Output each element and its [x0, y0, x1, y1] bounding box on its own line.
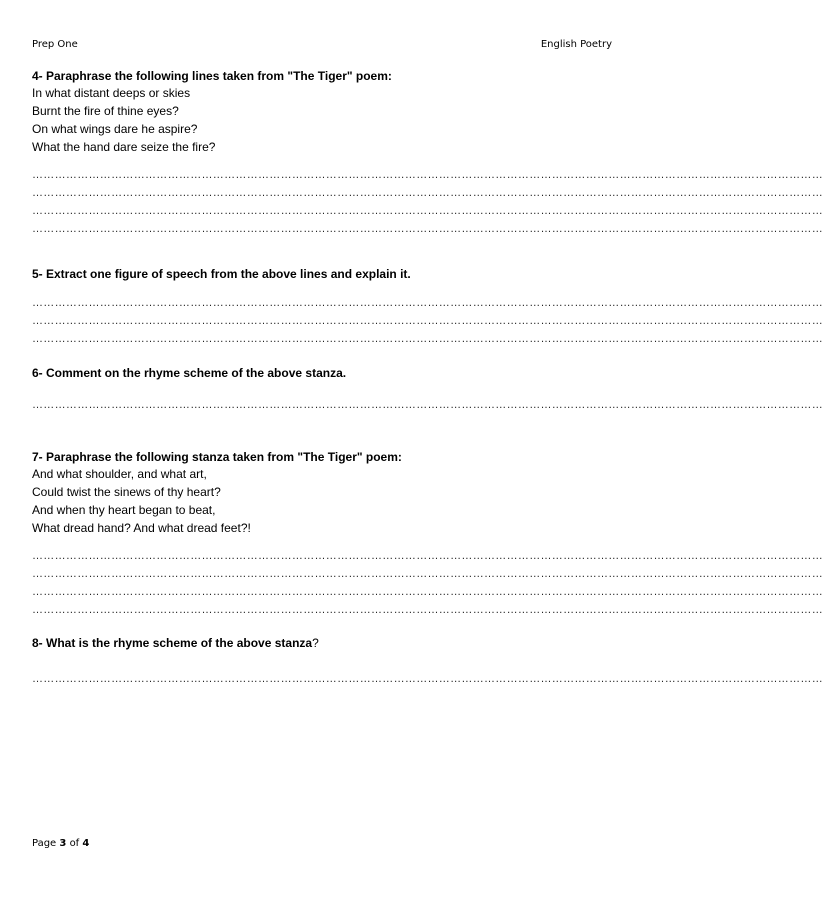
quote-line: In what distant deeps or skies: [32, 86, 191, 100]
quote-line: Burnt the fire of thine eyes?: [32, 104, 179, 118]
question-5-answer-lines[interactable]: [32, 294, 823, 348]
question-4-title: 4- Paraphrase the following lines taken from "The Tiger" poem:: [32, 69, 392, 83]
quote-line: On what wings dare he aspire?: [32, 122, 198, 136]
answer-line[interactable]: …………………………………………………………………………………………………………………………………………………………………………………………: [32, 169, 823, 181]
question-7-answer-lines[interactable]: [32, 547, 823, 619]
page-current: 3: [59, 838, 67, 849]
question-7-quote: [32, 465, 251, 537]
question-4-answer-lines[interactable]: [32, 166, 823, 238]
header-subject: English Poetry: [540, 39, 612, 50]
answer-line[interactable]: …………………………………………………………………………………………………………………………………………………………………………………………: [32, 550, 823, 562]
question-8-mark: ?: [312, 636, 319, 650]
answer-line[interactable]: …………………………………………………………………………………………………………………………………………………………………………………………: [32, 586, 823, 598]
question-8-text: 8- What is the rhyme scheme of the above stanza: [32, 636, 313, 650]
question-5-title: 5- Extract one figure of speech from the above lines and explain it.: [32, 267, 411, 281]
of-word: of: [69, 838, 80, 849]
page-word: Page: [32, 838, 57, 849]
question-4-quote: [32, 84, 215, 156]
answer-line[interactable]: …………………………………………………………………………………………………………………………………………………………………………………………: [32, 399, 823, 411]
answer-line[interactable]: …………………………………………………………………………………………………………………………………………………………………………………………: [32, 315, 823, 327]
answer-line[interactable]: …………………………………………………………………………………………………………………………………………………………………………………………: [32, 568, 823, 580]
quote-line: Could twist the sinews of thy heart?: [32, 485, 221, 499]
quote-line: And what shoulder, and what art,: [32, 467, 207, 481]
answer-line[interactable]: …………………………………………………………………………………………………………………………………………………………………………………………: [32, 223, 823, 235]
answer-line[interactable]: …………………………………………………………………………………………………………………………………………………………………………………………: [32, 297, 823, 309]
quote-line: What the hand dare seize the fire?: [32, 140, 216, 154]
question-8-answer-lines[interactable]: [32, 670, 823, 688]
quote-line: What dread hand? And what dread feet?!: [32, 521, 251, 535]
answer-line[interactable]: …………………………………………………………………………………………………………………………………………………………………………………………: [32, 673, 823, 685]
question-7-title: 7- Paraphrase the following stanza taken from "The Tiger" poem:: [32, 450, 402, 464]
page-total: 4: [82, 838, 90, 849]
question-6-answer-lines[interactable]: [32, 396, 823, 414]
question-6-title: 6- Comment on the rhyme scheme of the above stanza.: [32, 366, 347, 380]
page-number: [32, 838, 89, 849]
question-8-title: [32, 635, 319, 651]
header-course: Prep One: [32, 39, 78, 50]
answer-line[interactable]: …………………………………………………………………………………………………………………………………………………………………………………………: [32, 604, 823, 616]
answer-line[interactable]: …………………………………………………………………………………………………………………………………………………………………………………………: [32, 333, 823, 345]
answer-line[interactable]: …………………………………………………………………………………………………………………………………………………………………………………………: [32, 205, 823, 217]
quote-line: And when thy heart began to beat,: [32, 503, 216, 517]
answer-line[interactable]: …………………………………………………………………………………………………………………………………………………………………………………………: [32, 187, 823, 199]
